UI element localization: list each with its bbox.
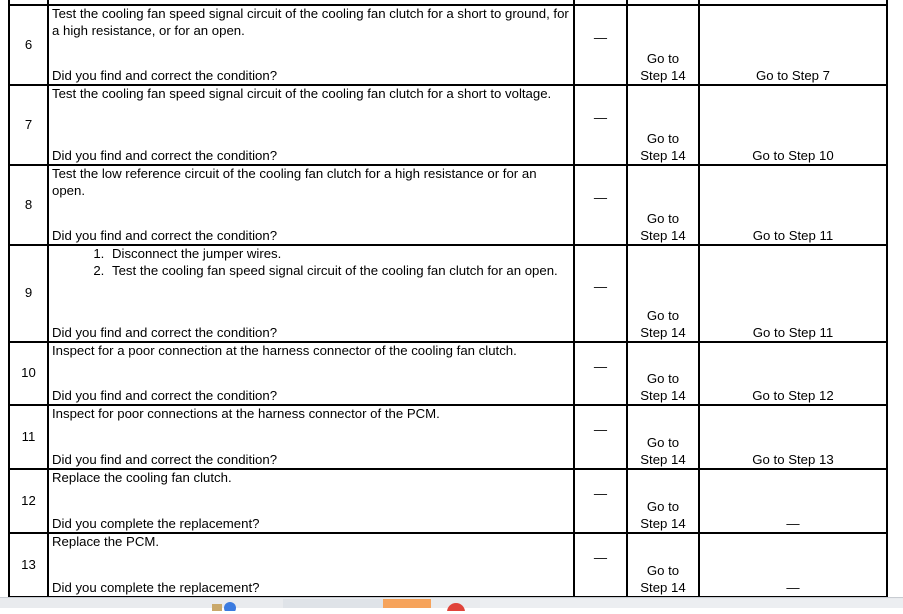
yes-text-line1: Go to	[646, 563, 680, 578]
yes-cell	[627, 533, 699, 597]
value-cell	[574, 165, 627, 245]
value-text: —	[593, 190, 608, 205]
value-text: —	[593, 110, 608, 125]
step-number: 9	[9, 245, 48, 342]
yes-text-line1: Go to	[646, 308, 680, 323]
table-body	[9, 0, 887, 597]
no-cell	[699, 342, 887, 405]
action-cell	[48, 165, 574, 245]
step-number: 7	[9, 85, 48, 165]
value-text: —	[593, 550, 608, 565]
no-cell	[699, 245, 887, 342]
yes-text-line1: Go to	[646, 371, 680, 386]
action-text	[52, 343, 570, 360]
step-number: 6	[9, 5, 48, 85]
action-instruction: Inspect for poor connections at the harness connector of the PCM.	[52, 406, 440, 421]
question-text: Did you complete the replacement?	[52, 515, 260, 531]
yes-cell	[627, 405, 699, 469]
no-cell	[699, 85, 887, 165]
yes-text-line2: Step 14	[640, 451, 686, 467]
yes-cell	[627, 342, 699, 405]
no-text: Go to Step 7	[755, 67, 831, 83]
yes-cell	[627, 245, 699, 342]
no-text: —	[786, 515, 800, 531]
yes-text-line2: Step 14	[640, 324, 686, 340]
step-number: 8	[9, 165, 48, 245]
table-row	[9, 533, 887, 597]
no-cell	[699, 5, 887, 85]
action-cell	[48, 85, 574, 165]
yes-text-line1: Go to	[646, 211, 680, 226]
action-text	[52, 86, 570, 103]
value-cell	[574, 85, 627, 165]
yes-text-line2: Step 14	[640, 147, 686, 163]
value-text: —	[593, 359, 608, 374]
action-text	[52, 534, 570, 551]
action-instruction: Replace the PCM.	[52, 534, 160, 549]
yes-text-line2: Step 14	[640, 387, 686, 403]
no-text: Go to Step 12	[752, 387, 834, 403]
action-instruction: Test the low reference circuit of the cooling fan clutch for a high resistance or for an open.	[52, 166, 537, 198]
question-text: Did you find and correct the condition?	[52, 67, 278, 83]
question-text: Did you find and correct the condition?	[52, 227, 278, 243]
yes-text-line2: Step 14	[640, 227, 686, 243]
action-instruction: Test the cooling fan speed signal circuit of the cooling fan clutch for a short to ground, for a high resistance, or for an open.	[52, 6, 569, 38]
yes-text-line2: Step 14	[640, 67, 686, 83]
yes-text-line1: Go to	[646, 51, 680, 66]
value-cell	[574, 469, 627, 533]
no-text: Go to Step 11	[752, 324, 834, 340]
action-text	[52, 470, 570, 487]
question-text: Did you find and correct the condition?	[52, 387, 278, 403]
action-cell	[48, 245, 574, 342]
yes-text-line2: Step 14	[640, 515, 686, 531]
diagnostic-table	[8, 0, 888, 598]
value-cell	[574, 533, 627, 597]
substep-item: 1. Disconnect the jumper wires.	[108, 246, 570, 263]
action-text	[52, 6, 570, 39]
value-text: —	[593, 486, 608, 501]
value-text: —	[593, 279, 608, 294]
action-cell	[48, 5, 574, 85]
yes-text-line2: Step 14	[640, 579, 686, 595]
no-cell	[699, 469, 887, 533]
table-row	[9, 165, 887, 245]
yes-cell	[627, 165, 699, 245]
value-cell	[574, 245, 627, 342]
question-text: Did you find and correct the condition?	[52, 324, 278, 340]
value-cell	[574, 405, 627, 469]
substep-list	[52, 246, 570, 279]
step-number: 12	[9, 469, 48, 533]
action-cell	[48, 469, 574, 533]
taskbar	[0, 597, 903, 608]
no-cell	[699, 165, 887, 245]
value-cell	[574, 5, 627, 85]
no-text: Go to Step 11	[752, 227, 834, 243]
question-text: Did you find and correct the condition?	[52, 147, 278, 163]
no-text: —	[786, 579, 800, 595]
yes-cell	[627, 85, 699, 165]
no-text: Go to Step 10	[752, 147, 834, 163]
step-number: 13	[9, 533, 48, 597]
step-number: 11	[9, 405, 48, 469]
no-cell	[699, 405, 887, 469]
action-instruction: Replace the cooling fan clutch.	[52, 470, 232, 485]
value-cell	[574, 342, 627, 405]
table-row	[9, 405, 887, 469]
table-row	[9, 5, 887, 85]
action-text	[52, 166, 570, 199]
action-cell	[48, 405, 574, 469]
no-cell	[699, 533, 887, 597]
step-number: 10	[9, 342, 48, 405]
action-text	[52, 246, 570, 279]
substep-item: 2. Test the cooling fan speed signal circuit of the cooling fan clutch for an open.	[108, 263, 570, 280]
action-instruction: Inspect for a poor connection at the harness connector of the cooling fan clutch.	[52, 343, 517, 358]
table-row	[9, 469, 887, 533]
action-text	[52, 406, 570, 423]
yes-text-line1: Go to	[646, 499, 680, 514]
action-cell	[48, 533, 574, 597]
yes-text-line1: Go to	[646, 131, 680, 146]
action-instruction: Test the cooling fan speed signal circuit of the cooling fan clutch for a short to voltage.	[52, 86, 552, 101]
yes-cell	[627, 5, 699, 85]
question-text: Did you complete the replacement?	[52, 579, 260, 595]
value-text: —	[593, 30, 608, 45]
no-text: Go to Step 13	[752, 451, 834, 467]
yes-cell	[627, 469, 699, 533]
table-row	[9, 245, 887, 342]
value-text: —	[593, 422, 608, 437]
question-text: Did you find and correct the condition?	[52, 451, 278, 467]
yes-text-line1: Go to	[646, 435, 680, 450]
table-row	[9, 85, 887, 165]
table-row	[9, 342, 887, 405]
action-cell	[48, 342, 574, 405]
